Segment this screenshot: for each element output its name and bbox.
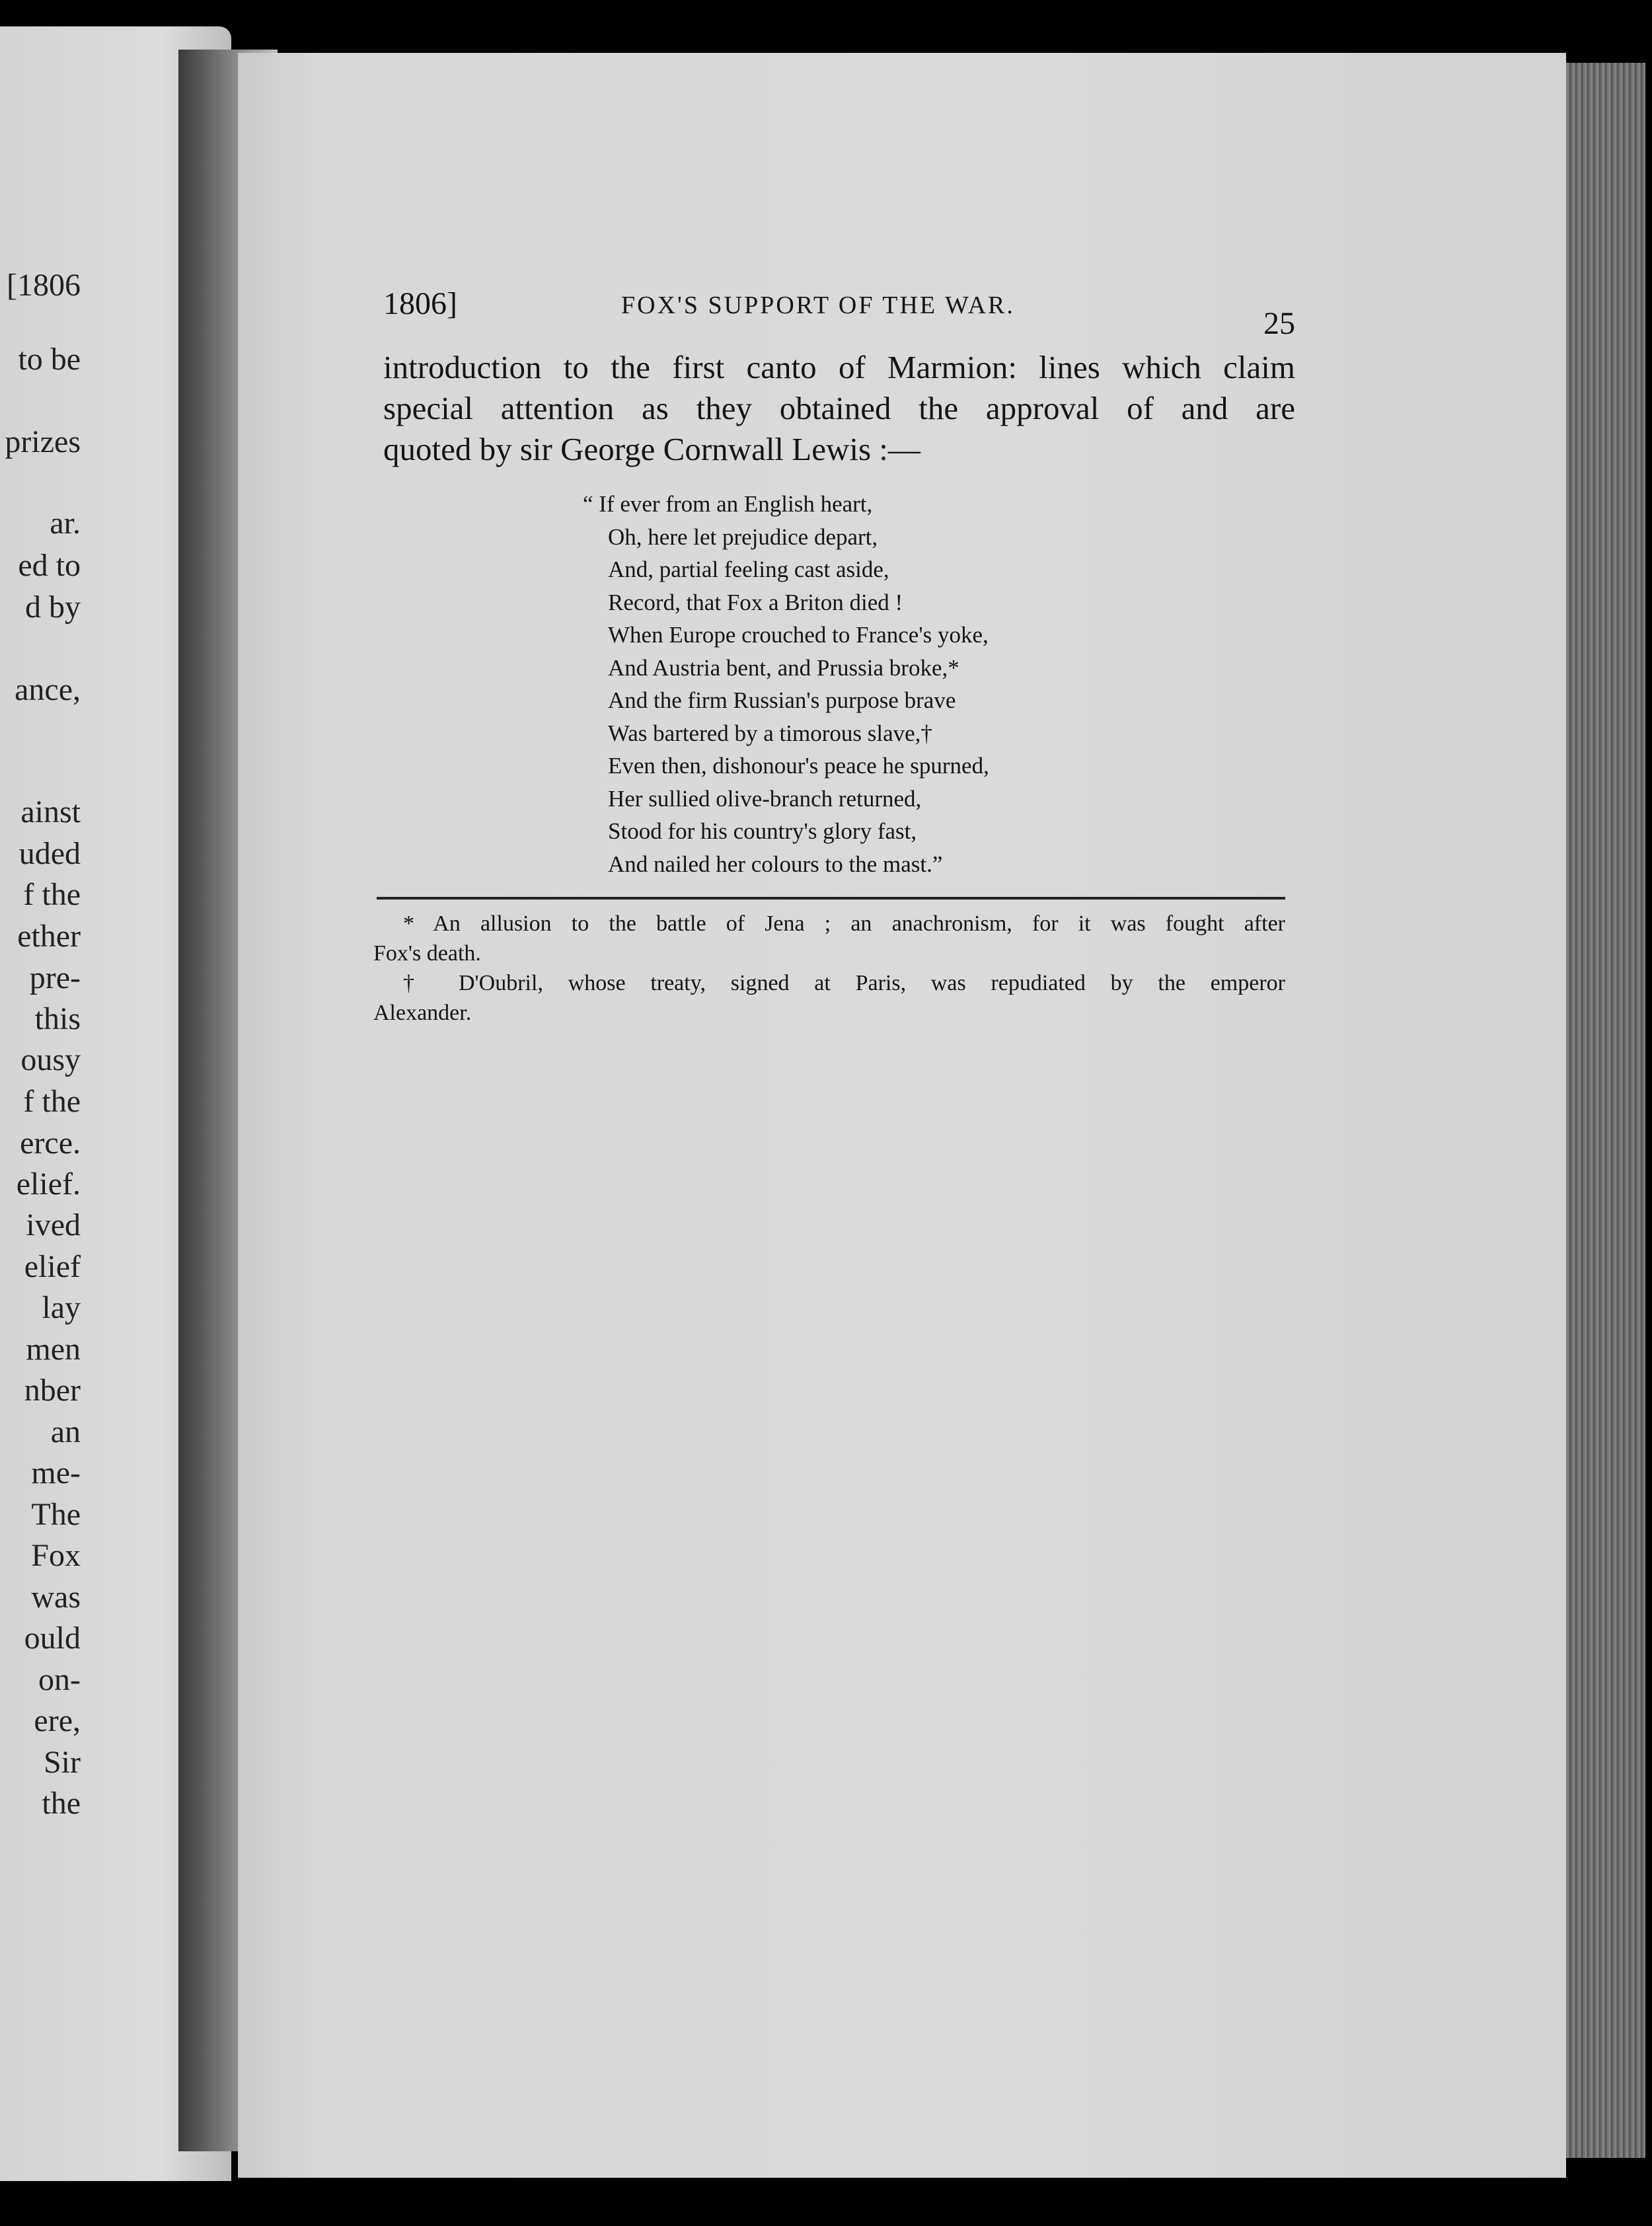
page-number: 25 [1263,306,1295,341]
left-page-line: ar. [50,506,81,541]
poem-quotation [583,488,989,880]
footnote-line: * An allusion to the battle of Jena ; an anachronism, for it was fought after [403,911,1285,936]
poem-line: Her sullied olive-branch returned, [608,785,922,812]
footnote-jena [373,909,1285,968]
page-edge [1566,63,1645,2158]
footnote-oubril [373,968,1285,1028]
left-page-line: me- [31,1455,81,1490]
body-line: introduction to the first canto of Marmion: lines which claim [383,349,1295,385]
poem-line: And the firm Russian's purpose brave [608,687,956,713]
left-page-line: ould [24,1621,81,1656]
left-page-line: elief. [16,1167,81,1202]
left-page-line: The [31,1497,81,1532]
left-page-line: erce. [20,1126,81,1161]
left-page-line: ance, [15,672,81,707]
left-page-line: the [42,1786,81,1821]
footnotes [373,909,1285,1028]
left-page-line: [1806 [7,268,81,303]
running-head-year: 1806] [383,286,457,321]
poem-line: Was bartered by a timorous slave,† [608,720,932,746]
footnote-line: Fox's death. [373,941,481,966]
poem-line: And nailed her colours to the mast.” [608,851,943,877]
left-page-line: f the [23,1084,81,1119]
poem-line: Stood for his country's glory fast, [608,818,917,844]
left-page-line: men [26,1332,81,1367]
left-page-line: f the [23,877,81,912]
footnote-rule [377,897,1285,900]
left-page-line: lay [42,1290,81,1325]
left-page-line: elief [24,1249,81,1284]
left-page-line: Fox [31,1538,81,1573]
left-page-line: to be [18,342,81,377]
left-page-line: ether [17,919,81,954]
left-page-line: ed to [18,548,81,583]
poem-line: Even then, dishonour's peace he spurned, [608,753,989,779]
body-line: special attention as they obtained the approval of and are [383,390,1295,426]
left-page-line: ainst [20,794,81,829]
footnote-line: † D'Oubril, whose treaty, signed at Paris, was repudiated by the emperor [403,971,1285,995]
left-page-line: uded [19,836,81,871]
left-page-line: this [34,1001,81,1036]
poem-line: Record, that Fox a Briton died ! [608,589,903,615]
left-page-line: Sir [43,1745,81,1780]
left-page-line: ousy [20,1042,81,1077]
running-head-title: FOX'S SUPPORT OF THE WAR. [621,291,1015,319]
left-page-line: was [31,1580,81,1615]
running-head [383,286,1295,341]
left-page-line: pre- [29,960,81,995]
left-page-line: on- [38,1662,81,1697]
poem-line: And Austria bent, and Prussia broke,* [608,654,959,681]
left-page-line: ived [26,1208,81,1243]
footnote-line: Alexander. [373,1001,472,1025]
poem-line: And, partial feeling cast aside, [608,556,889,582]
left-page-line: prizes [5,424,81,459]
left-page-line: nber [24,1373,81,1408]
poem-line: “ If ever from an English heart, [583,491,873,517]
left-page-line: an [50,1414,81,1449]
poem-line: When Europe crouched to France's yoke, [608,622,989,648]
poem-line: Oh, here let prejudice depart, [608,523,878,550]
body-paragraph [383,347,1295,470]
left-page-line: d by [25,590,81,625]
left-page-line: ere, [34,1703,81,1738]
body-line: quoted by sir George Cornwall Lewis :— [383,431,920,467]
